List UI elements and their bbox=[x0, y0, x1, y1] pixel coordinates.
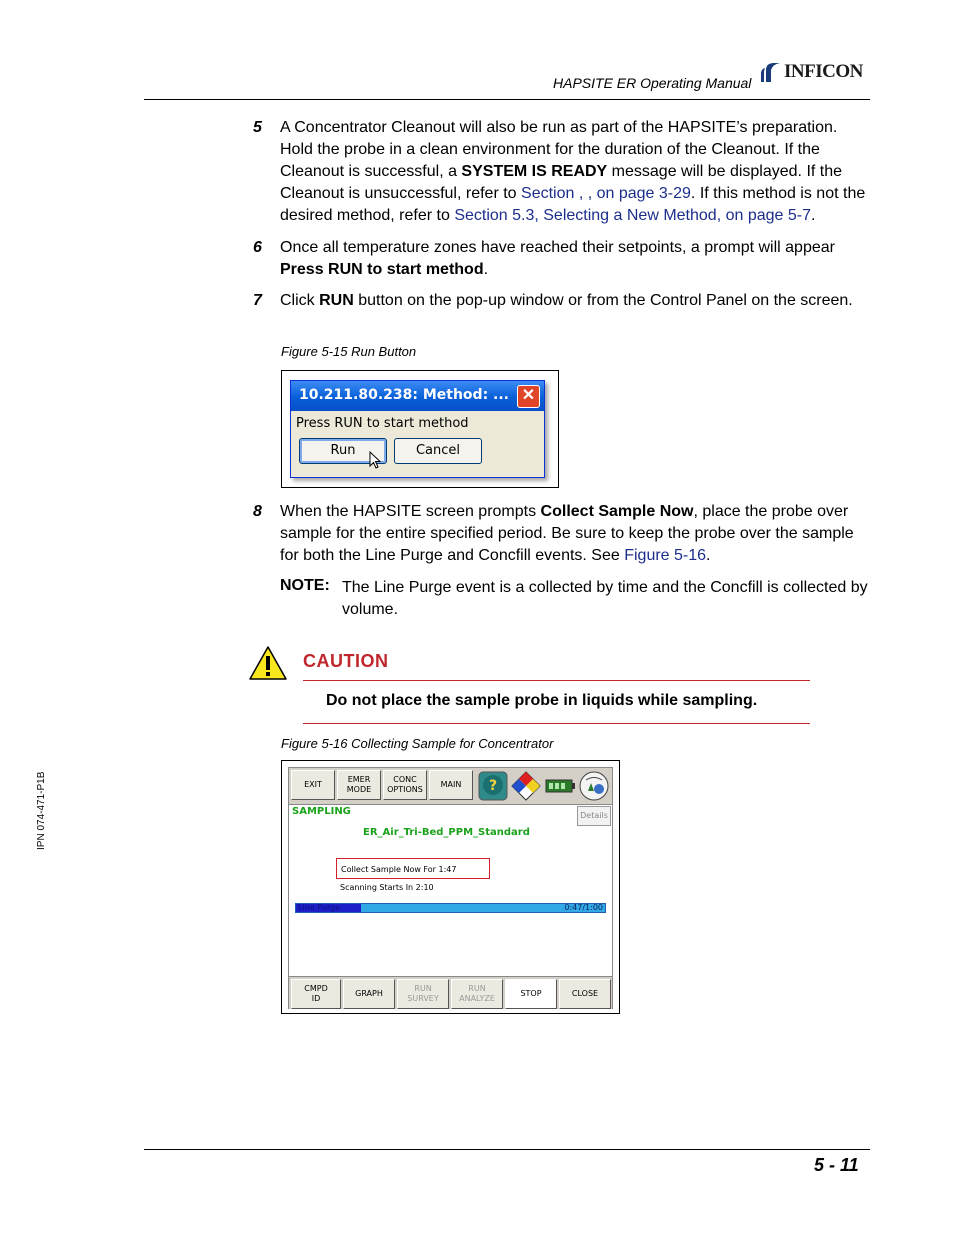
details-button[interactable]: Details bbox=[577, 806, 611, 826]
run-analyze-button[interactable]: RUN ANALYZE bbox=[451, 979, 503, 1009]
top-toolbar bbox=[289, 768, 612, 805]
method-dialog bbox=[290, 380, 545, 478]
graph-button[interactable]: GRAPH bbox=[343, 979, 395, 1009]
scanning-countdown: Scanning Starts In 2:10 bbox=[340, 883, 434, 892]
gas-supply-icon[interactable] bbox=[578, 771, 610, 801]
main-button[interactable]: MAIN bbox=[429, 770, 473, 800]
note-label: NOTE: bbox=[280, 577, 330, 594]
battery-icon[interactable] bbox=[544, 771, 576, 801]
figure-caption: Figure 5-15 Run Button bbox=[281, 344, 417, 359]
status-sampling: SAMPLING bbox=[292, 806, 351, 817]
run-button[interactable]: Run bbox=[299, 438, 387, 464]
bottom-toolbar bbox=[289, 976, 612, 1009]
emer-mode-button[interactable]: EMER MODE bbox=[337, 770, 381, 800]
close-icon[interactable]: ✕ bbox=[517, 385, 540, 408]
mouse-cursor-icon bbox=[369, 451, 381, 469]
step-text: Click RUN button on the pop-up window or from the Control Panel on the screen. bbox=[280, 292, 853, 309]
cmpd-id-button[interactable]: CMPD ID bbox=[291, 979, 341, 1009]
section-link[interactable]: Section , , on page 3-29 bbox=[521, 185, 691, 202]
progress-bar bbox=[295, 903, 606, 913]
collect-sample-message: Collect Sample Now For 1:47 bbox=[336, 858, 490, 879]
stop-button[interactable]: STOP bbox=[505, 979, 557, 1009]
method-name: ER_Air_Tri-Bed_PPM_Standard bbox=[363, 827, 530, 838]
run-survey-button[interactable]: RUN SURVEY bbox=[397, 979, 449, 1009]
logo-text: INFICON bbox=[784, 61, 863, 82]
inficon-logo bbox=[760, 60, 863, 84]
ipn-code: IPN 074-471-P1B bbox=[36, 771, 47, 850]
step-text: Once all temperature zones have reached their setpoints, a prompt will appear Press RUN to start method. bbox=[280, 239, 835, 278]
step-text: When the HAPSITE screen prompts Collect Sample Now, place the probe over sample for the entire specified period. Be sure to keep the probe over the sample for both the Line Purge and Concfill events. See Figure 5-16. bbox=[280, 503, 854, 564]
progress-time: 0:47/1:00 bbox=[564, 903, 603, 912]
help-icon[interactable] bbox=[478, 771, 508, 801]
progress-label: Line Purge bbox=[298, 903, 341, 912]
step-number: 6 bbox=[253, 239, 262, 256]
caution-rule-top bbox=[303, 680, 810, 681]
figure-5-16-link[interactable]: Figure 5-16 bbox=[624, 547, 707, 564]
hapsite-screen bbox=[288, 767, 613, 1009]
svg-text:?: ? bbox=[488, 778, 498, 794]
collecting-sample-figure bbox=[281, 760, 620, 1014]
cancel-button[interactable]: Cancel bbox=[394, 438, 482, 464]
manual-title: HAPSITE ER Operating Manual bbox=[553, 75, 752, 91]
footer-rule bbox=[144, 1149, 870, 1150]
step-number: 8 bbox=[253, 503, 262, 520]
conc-options-button[interactable]: CONC OPTIONS bbox=[383, 770, 427, 800]
note-text: The Line Purge event is a collected by time and the Concfill is collected by volume. bbox=[342, 579, 868, 618]
caution-text: Do not place the sample probe in liquids while sampling. bbox=[326, 692, 758, 709]
header-rule bbox=[144, 99, 870, 100]
dialog-title: 10.211.80.238: Method: ... bbox=[299, 387, 509, 403]
inficon-logo-icon bbox=[760, 60, 784, 84]
page-number: 5 - 11 bbox=[814, 1155, 859, 1175]
exit-button[interactable]: EXIT bbox=[291, 770, 335, 800]
warning-icon bbox=[248, 645, 288, 681]
figure-caption: Figure 5-16 Collecting Sample for Concentrator bbox=[281, 736, 554, 751]
caution-rule-bottom bbox=[303, 723, 810, 724]
dialog-titlebar bbox=[291, 381, 544, 411]
step-text: A Concentrator Cleanout will also be run as part of the HAPSITE’s preparation. Hold the probe in a clean environment for the duration of the Cleanout. If the Cleanout is successful, a SYSTEM IS READY message will be displayed. If the Cleanout is unsuccessful, refer to Section , , on page 3-29. If this method is not the desired method, refer to Section 5.3, Selecting a New Method, on page 5-7. bbox=[280, 119, 866, 224]
dialog-message: Press RUN to start method bbox=[296, 416, 469, 431]
section-5-3-link[interactable]: Section 5.3, Selecting a New Method, on page 5-7 bbox=[454, 207, 811, 224]
hazard-info-icon[interactable] bbox=[511, 771, 541, 801]
caution-title: CAUTION bbox=[303, 651, 389, 671]
run-button-figure bbox=[281, 370, 559, 488]
step-number: 7 bbox=[253, 292, 262, 309]
step-number: 5 bbox=[253, 119, 262, 136]
close-button[interactable]: CLOSE bbox=[559, 979, 611, 1009]
